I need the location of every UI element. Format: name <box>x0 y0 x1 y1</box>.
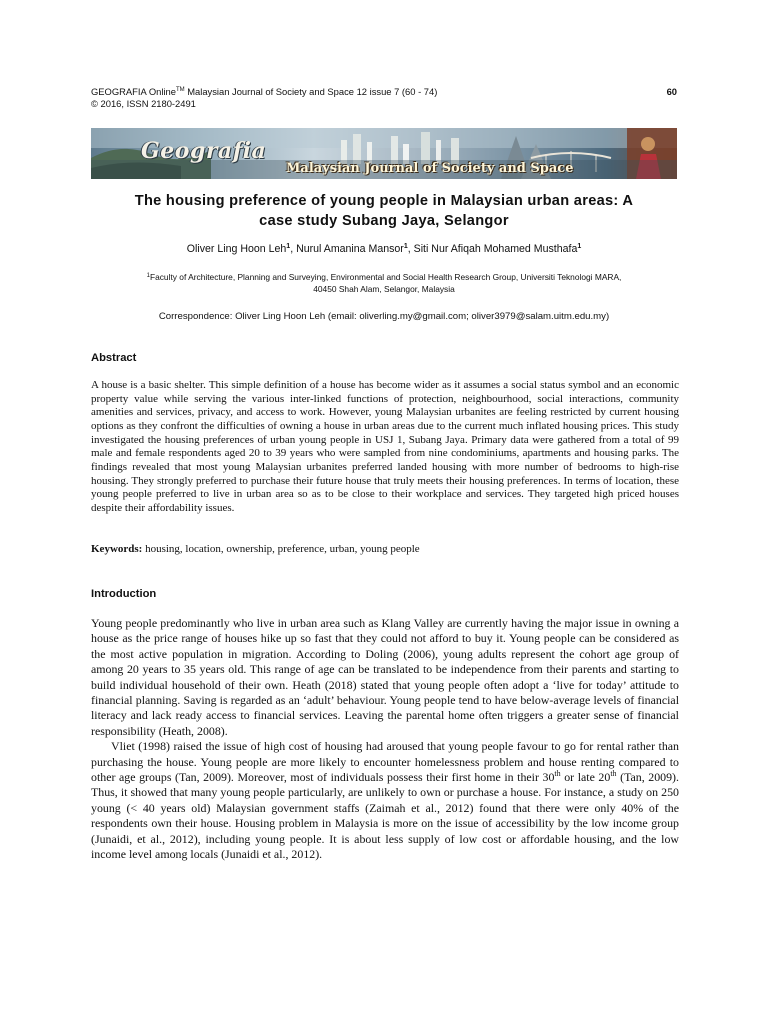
keywords-label: Keywords: <box>91 543 143 555</box>
affiliation: $^1$Faculty of Architecture, Planning and Surveying, Environmental and Social Health Research Group, Universiti Teknologi MARA, 40450 Shah Alam, Selangor, Malaysia <box>146 272 622 294</box>
introduction-body <box>91 616 679 863</box>
abstract-text: A house is a basic shelter. This simple definition of a house has become wider as it assumes a social status symbol and an economic property value while serving the various inter-linked functions of protection, neighbourhood, social interactions, community amenities and services, privacy, and access to work. However, young Malaysian urbanites are feeling restricted by current housing options as they confront the difficulties of owning a house in urban areas due to the current much inflated housing prices. This study investigated the housing preferences of urban young people in USJ 1, Subang Jaya. Primary data were gathered from a total of 99 male and female respondents aged 20 to 39 years who were sampled from nine condominiums, apartments and housing parks. The findings revealed that most young Malaysian urbanites preferred landed housing with more number of bedrooms to high-rise housing. They strongly preferred to purchase their future house that truly meets their housing preferences. In terms of location, these young people preferred to live in urban area so as to be close to their workplace and services. They targeted high priced houses despite their affordability issues. <box>91 379 679 514</box>
keywords: Keywords: housing, location, ownership, preference, urban, young people <box>91 543 420 555</box>
banner-logo: Geografia <box>141 138 267 164</box>
correspondence: Correspondence: Oliver Ling Hoon Leh (email: oliverling.my@gmail.com; oliver3979@salam.uitm.edu.my) <box>158 311 610 322</box>
banner-journal-name: Malaysian Journal of Society and Space <box>286 161 574 176</box>
paper-title: The housing preference of young people in Malaysian urban areas: A case study Subang Jaya, Selangor <box>134 193 634 229</box>
trademark-sup: TM <box>175 87 185 93</box>
journal-header <box>91 86 677 110</box>
page-number: 60 <box>666 86 677 97</box>
author: Oliver Ling Hoon Leh$^1$, <box>186 243 297 255</box>
author: Nurul Amanina Mansor$^1$, <box>296 243 414 255</box>
author-list <box>91 243 677 255</box>
author: Siti Nur Afiqah Mohamed Musthafa$^1$ <box>413 243 582 255</box>
introduction-heading: Introduction <box>91 588 157 600</box>
journal-citation: GEOGRAFIA Online™ Malaysian Journal of Society and Space 12 issue 7 (60 - 74) <box>91 86 438 97</box>
paragraph: Vliet (1998) raised the issue of high cost of housing had aroused that young people favour to go for rental rather than purchasing the house. Young people are more likely to encounter homelessness problem and house renting compared to other age groups (Tan, 2009). Moreover, most of individuals possess their first home in their 30th or late 20th (Tan, 2009). Thus, it showed that many young people particularly, are unlikely to own or purchase a house. For instance, a study on 250 young (< 40 years old) Malaysian government staffs (Zaimah et al., 2012) found that there were only 40% of the respondents own their house. Housing problem in Malaysia is more on the issue of accessibility by the low income group (Junaidi, et al., 2012), including young people. It is about less supply of low cost or affordable housing, and the low income level among locals (Junaidi et al., 2012). <box>91 739 679 862</box>
paragraph: Young people predominantly who live in urban area such as Klang Valley are currently having the major issue in owning a house as the price range of houses hike up so fast that they could not afford to buy it. Young people can be considered as the most active population in migration. According to Doling (2006), young adults represent the cohort age group of among 20 years to 35 years old. This range of age can be translated to be independence from their parents and starting to build individual household of their own. Heath (2018) stated that young people often adopt a ‘live for today’ attitude to financial planning. Saving is regarded as an ‘adult’ behaviour. Young people tend to have below-average levels of financial literacy and lack ready access to financial services. Leaving the parental home often triggers a greater sense of financial responsibility (Heath, 2008). <box>91 616 679 738</box>
copyright-issn: © 2016, ISSN 2180-2491 <box>91 98 196 109</box>
journal-banner <box>91 128 677 179</box>
abstract-heading: Abstract <box>91 352 137 364</box>
